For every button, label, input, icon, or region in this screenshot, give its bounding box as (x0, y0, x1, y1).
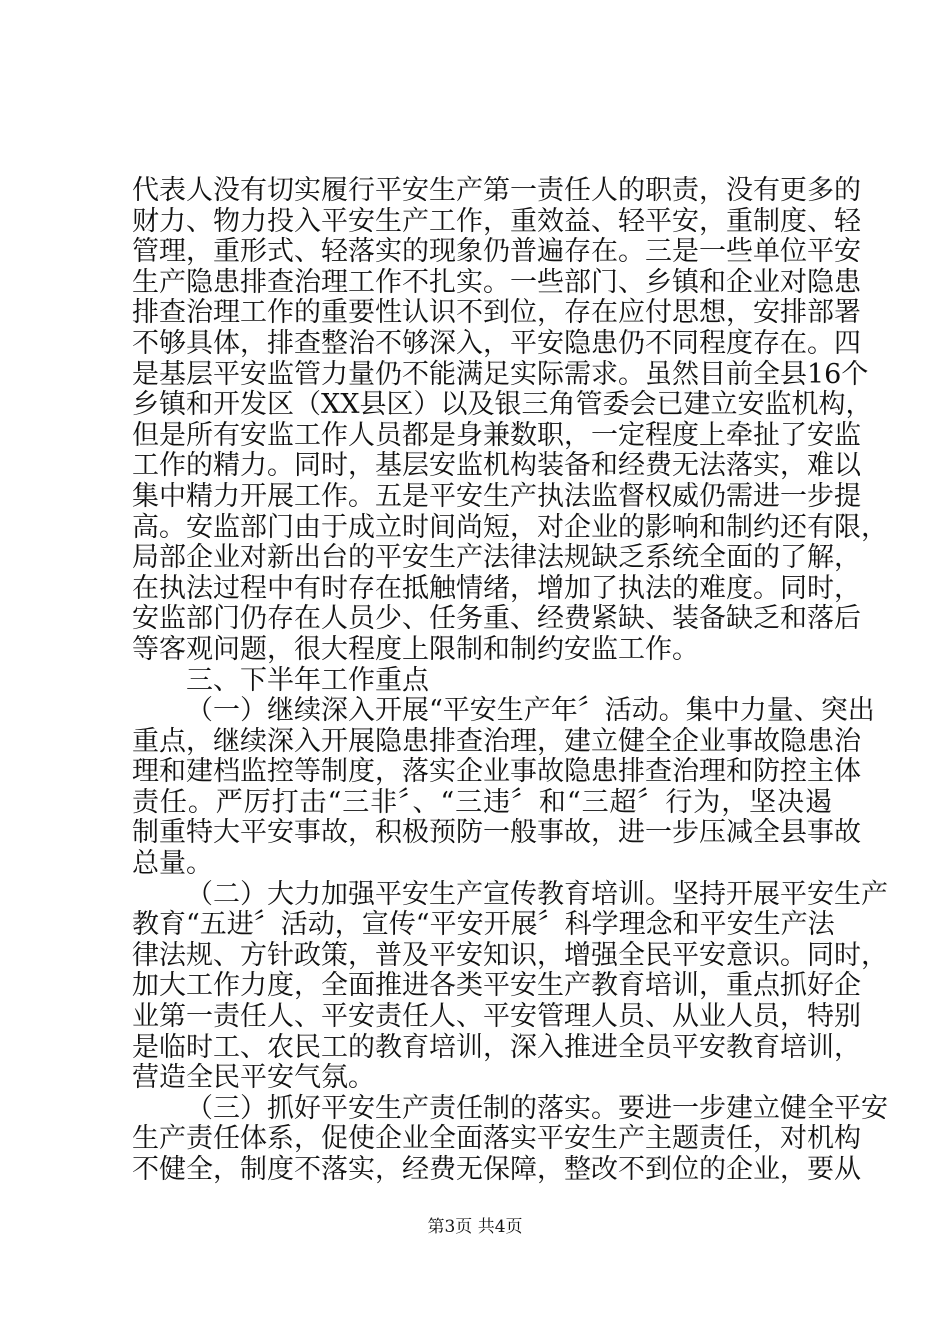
text-line: （三）抓好平安生产责任制的落实。要进一步建立健全平安 (186, 1092, 888, 1124)
text-line: 是临时工、农民工的教育培训，深入推进全员平安教育培训， (132, 1031, 861, 1063)
text-line: 管理，重形式、轻落实的现象仍普遍存在。三是一些单位平安 (132, 236, 861, 268)
text-line: 财力、物力投入平安生产工作，重效益、轻平安，重制度、轻 (132, 205, 861, 237)
page-number: 第3页 共4页 (427, 1217, 523, 1237)
text-line: 排查治理工作的重要性认识不到位，存在应付思想，安排部署 (132, 297, 861, 329)
text-line: 业第一责任人、平安责任人、平安管理人员、从业人员，特别 (132, 1001, 861, 1033)
text-line: 局部企业对新出台的平安生产法律法规缺乏系统全面的了解， (132, 542, 861, 574)
text-line: 律法规、方针政策，普及平安知识，增强全民平安意识。同时， (132, 939, 888, 971)
text-line: 安监部门仍存在人员少、任务重、经费紧缺、装备缺乏和落后 (132, 603, 861, 635)
section-heading: 三、下半年工作重点 (186, 664, 429, 696)
text-line: 总量。 (132, 848, 213, 880)
text-line: 营造全民平安气氛。 (132, 1062, 375, 1094)
text-line: 加大工作力度，全面推进各类平安生产教育培训，重点抓好企 (132, 970, 861, 1002)
text-line: 高。安监部门由于成立时间尚短，对企业的影响和制约还有限， (132, 511, 888, 543)
text-line: 生产隐患排查治理工作不扎实。一些部门、乡镇和企业对隐患 (132, 266, 861, 298)
text-line: 乡镇和开发区（XX县区）以及银三角管委会已建立安监机构， (132, 389, 873, 421)
text-line: 不健全，制度不落实，经费无保障，整改不到位的企业，要从 (132, 1154, 861, 1185)
text-line: （二）大力加强平安生产宣传教育培训。坚持开展平安生产 (186, 878, 888, 910)
text-line: 生产责任体系，促使企业全面落实平安生产主题责任，对机构 (132, 1123, 861, 1155)
text-line: 但是所有安监工作人员都是身兼数职，一定程度上牵扯了安监 (132, 419, 861, 451)
document-body (132, 175, 888, 1186)
text-line: 理和建档监控等制度，落实企业事故隐患排查治理和防控主体 (132, 756, 861, 788)
text-line: 责任。严厉打击“三非〞、“三违〞和“三超〞行为，坚决遏 (132, 786, 832, 818)
text-line: 在执法过程中有时存在抵触情绪，增加了执法的难度。同时， (132, 572, 861, 604)
text-line: 是基层平安监管力量仍不能满足实际需求。虽然目前全县16个 (132, 358, 869, 390)
text-line: 集中精力开展工作。五是平安生产执法监督权威仍需进一步提 (132, 480, 861, 512)
text-line: 不够具体，排查整治不够深入，平安隐患仍不同程度存在。四 (132, 327, 861, 359)
text-line: 代表人没有切实履行平安生产第一责任人的职责，没有更多的 (132, 175, 861, 206)
text-line: 重点，继续深入开展隐患排查治理，建立健全企业事故隐患治 (132, 725, 861, 757)
text-line: 等客观问题，很大程度上限制和制约安监工作。 (132, 633, 699, 665)
text-line: 工作的精力。同时，基层安监机构装备和经费无法落实，难以 (132, 450, 861, 482)
text-line: 教育“五进〞活动，宣传“平安开展〞科学理念和平安生产法 (132, 909, 835, 941)
text-line: （一）继续深入开展“平安生产年〞活动。集中力量、突出 (186, 695, 875, 727)
text-line: 制重特大平安事故，积极预防一般事故，进一步压减全县事故 (132, 817, 861, 849)
